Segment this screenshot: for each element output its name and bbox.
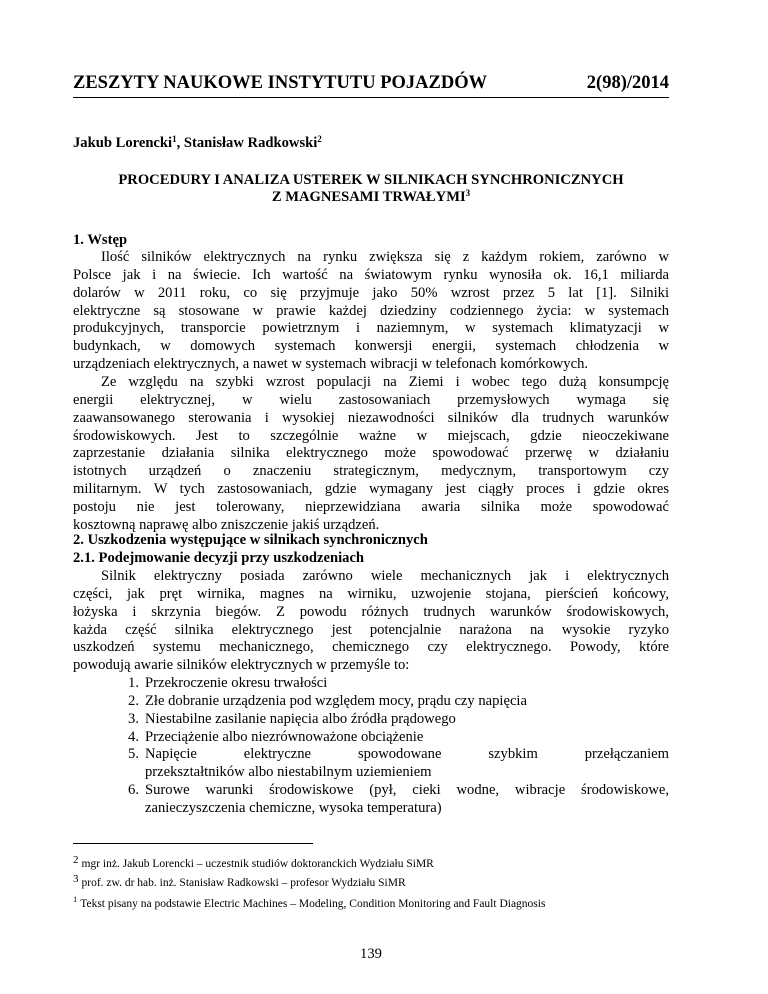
list-item-text [145, 746, 669, 782]
text-line: uszkodzeń systemu mechanicznego, chemicznego czy elektrycznego. Powody, które [73, 639, 669, 656]
text-line: Przekroczenie okresu trwałości [145, 675, 328, 691]
author-name: Stanisław Radkowski [183, 135, 318, 151]
paragraph [73, 568, 669, 675]
document-page [73, 0, 669, 994]
text-line: Polsce jak i na świecie. Ich wartość na światowym rynku wynosiła ok. 16,1 miliarda [73, 266, 669, 283]
footnotes [73, 853, 545, 912]
text-line: zanieczyszczenia chemiczne, wysoka temperatura) [145, 799, 442, 816]
page-number: 139 [360, 946, 382, 962]
text-line: istotnych urządzeń o znaczeniu strategicznym, medycznym, transportowym czy [73, 463, 669, 480]
paper-title [73, 172, 669, 206]
text-line: powodują awarie silników elektrycznych w przemyśle to: [73, 657, 410, 674]
text-line: produkcyjnych, transporcie powietrznym i naziemnym, w systemach klimatyzacji w [73, 320, 669, 337]
text-line: kosztowną naprawę albo zniszczenie jakiś urządzeń. [73, 516, 380, 533]
footnote-divider [73, 843, 313, 844]
text-line: Ze względu na szybki wzrost populacji na Ziemi i wobec tego dużą konsumpcję [101, 374, 669, 390]
text-line: Surowe warunki środowiskowe (pył, cieki wodne, wibracje środowiskowe, [145, 782, 669, 799]
footnote-text: Tekst pisany na podstawie Electric Machines – Modeling, Condition Monitoring and Fault Diagnosis [80, 897, 546, 910]
text-line: środowiskowych. Jest to szczególnie ważne w miejscach, gdzie nieoczekiwane [73, 427, 669, 444]
footnote [73, 872, 545, 891]
text-line: Przeciążenie albo niezrównoważone obciążenie [145, 728, 424, 745]
text-line: postoju nie jest tolerowany, nieprzewidziana awaria silnika może spowodować [73, 498, 669, 515]
author-name: Jakub Lorencki [73, 135, 173, 151]
footnote-ref: 3 [465, 188, 471, 198]
failure-causes-list [73, 675, 669, 818]
text-line: elektryczne są stosowane w prawie każdej dziedziny codziennego życia: w systemach [73, 302, 669, 319]
text-line: każda część silnika elektrycznego jest potencjalnie narażona na wysokie ryzyko [73, 621, 669, 638]
list-item [73, 729, 669, 747]
list-item-text [145, 729, 669, 747]
title-line-text: Z MAGNESAMI TRWAŁYMI [271, 189, 466, 205]
text-line: części, jak pręt wirnika, magnes na wirniku, uzwojenie stojana, pierścień końcowy, [73, 585, 669, 602]
list-item-number: 1. [128, 675, 139, 691]
list-item-text [145, 711, 669, 729]
text-line: zaprzestanie działania silnika elektrycznego może spowodować przerwę w działaniu [73, 445, 669, 462]
text-line: Napięcie elektryczne spowodowane szybkim przełączaniem [145, 746, 669, 763]
text-line: budynkach, w domowych systemach konwersji energii, systemach chłodzenia w [73, 338, 669, 355]
list-item-number: 3. [128, 710, 139, 727]
text-line: przekształtników albo niestabilnym uziemieniem [145, 764, 432, 781]
list-item [73, 675, 669, 693]
footnote-ref: 2 [317, 134, 322, 144]
list-item-number: 5. [128, 746, 139, 763]
paragraph [73, 249, 669, 374]
text-line: energii elektrycznej, w wielu zastosowaniach przemysłowych wymaga się [73, 391, 669, 408]
list-item-number: 4. [128, 728, 139, 745]
section-heading: 1. Wstęp [73, 232, 128, 248]
list-item-number: 6. [128, 782, 139, 799]
list-item-text [145, 782, 669, 818]
list-item [73, 746, 669, 782]
list-item [73, 693, 669, 711]
text-line: zaawansowanego sterowania i wysokiej niezawodności silników dla trudnych warunków [73, 409, 669, 426]
paragraph [73, 374, 669, 535]
section-heading: 2. Uszkodzenia występujące w silnikach synchronicznych [73, 532, 428, 548]
footnote-mark: 3 [73, 873, 79, 886]
footnote-mark: 2 [73, 854, 79, 866]
text-line: dolarów w 2011 roku, co się przyjmuje jako 50% wzrost przez 5 lat [1]. Silniki [73, 284, 669, 301]
journal-title: ZESZYTY NAUKOWE INSTYTUTU POJAZDÓW [73, 73, 488, 93]
subsection-heading: 2.1. Podejmowanie decyzji przy uszkodzeniach [73, 550, 365, 566]
journal-header [73, 73, 669, 98]
footnote-text: mgr inż. Jakub Lorencki – uczestnik studiów doktoranckich Wydziału SiMR [81, 858, 434, 870]
text-line: Ilość silników elektrycznych na rynku zwiększa się z każdym rokiem, zarówno w [101, 249, 669, 265]
author-separator: , [176, 135, 184, 151]
list-item-number: 2. [128, 692, 139, 709]
text-line: urządzeniach elektrycznych, a nawet w systemach wibracji w telefonach komórkowych. [73, 356, 589, 373]
list-item-text [145, 675, 669, 693]
title-line [73, 189, 669, 206]
list-item-text [145, 693, 669, 711]
footnote-mark: 1 [73, 893, 78, 904]
list-item [73, 711, 669, 729]
text-line: Niestabilne zasilanie napięcia albo źródła prądowego [145, 710, 456, 727]
footnote [73, 892, 545, 912]
list-item [73, 782, 669, 818]
footnote [73, 853, 545, 872]
title-line: PROCEDURY I ANALIZA USTEREK W SILNIKACH SYNCHRONICZNYCH [118, 172, 624, 188]
issue-number: 2(98)/2014 [586, 73, 669, 93]
text-line: łożyska i skrzynia biegów. Z powodu różnych trudnych warunków środowiskowych, [73, 603, 669, 620]
text-line: Złe dobranie urządzenia pod względem mocy, prądu czy napięcia [145, 692, 527, 709]
author-line [73, 135, 322, 152]
text-line: Silnik elektryczny posiada zarówno wiele mechanicznych jak i elektrycznych [101, 568, 669, 584]
footnote-text: prof. zw. dr hab. inż. Stanisław Radkowski – profesor Wydziału SiMR [81, 877, 406, 890]
footnote-ref: 1 [172, 134, 177, 144]
text-line: militarnym. W tych zastosowaniach, gdzie wymagany jest ciągły proces i gdzie okres [73, 481, 669, 498]
